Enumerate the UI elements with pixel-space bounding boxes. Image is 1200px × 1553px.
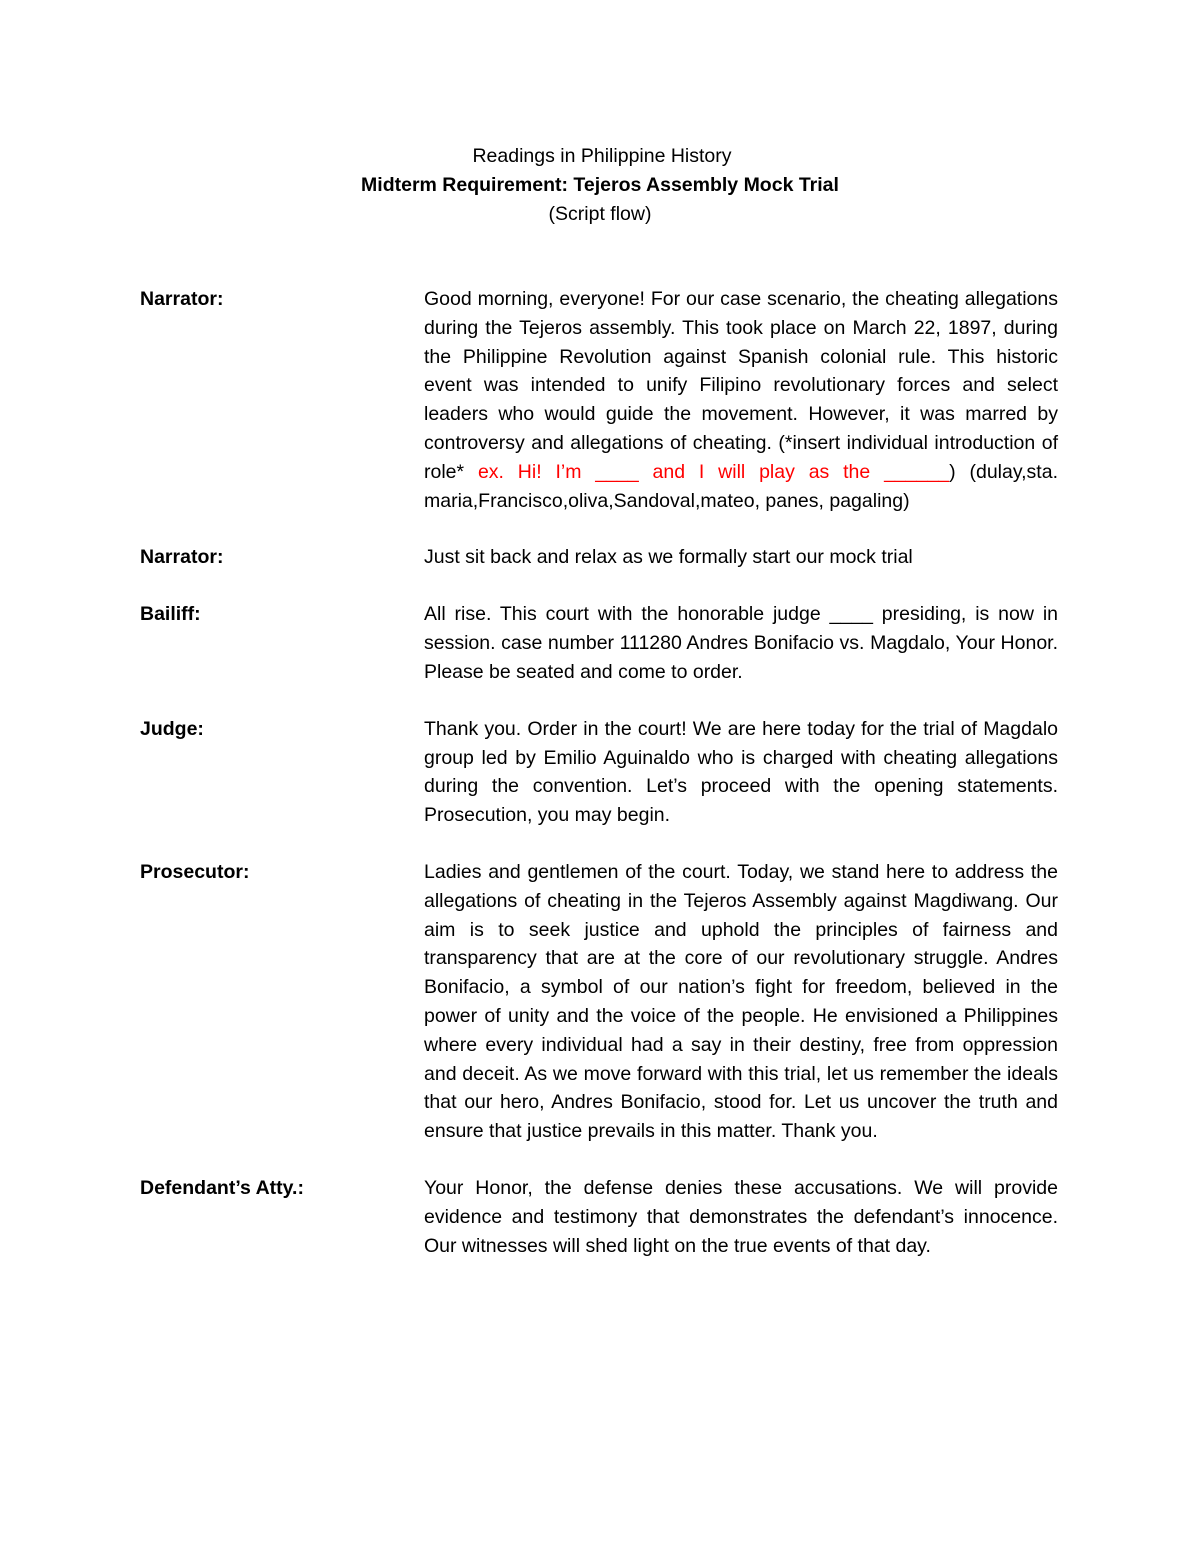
script-entry bbox=[140, 285, 1060, 515]
dialogue-text: All rise. This court with the honorable judge ____ presiding, is now in session. case number 111280 Andres Bonifacio vs. Magdalo, Your Honor. Please be seated and come to order. bbox=[424, 603, 1058, 683]
speaker-bailiff: Bailiff: bbox=[140, 603, 201, 626]
dialogue-text: Just sit back and relax as we formally start our mock trial bbox=[424, 546, 913, 569]
dialogue-text: Ladies and gentlemen of the court. Today, we stand here to address the allegations of cheating in the Tejeros Assembly against Magdiwang. Our aim is to seek justice and uphold the principles of fairness and transparency that are at the core of our revolutionary struggle. Andres Bonifacio, a symbol of our nation’s fight for freedom, believed in the power of unity and the voice of the people. He envisioned a Philippines where every individual had a say in their destiny, free from oppression and deceit. As we move forward with this trial, let us remember the ideals that our hero, Andres Bonifacio, stood for. Let us uncover the truth and ensure that justice prevails in this matter. Thank you. bbox=[424, 860, 1058, 1143]
dialogue-text: Your Honor, the defense denies these accusations. We will provide evidence and testimony that demonstrates the defendant’s innocence. Our witnesses will shed light on the true events of that day. bbox=[424, 1176, 1058, 1257]
dialogue-text bbox=[424, 285, 1058, 515]
script-entry bbox=[140, 715, 1060, 830]
dialogue-text: Thank you. Order in the court! We are here today for the trial of Magdalo group led by Emilio Aguinaldo who is charged with cheating allegations during the convention. Let’s proceed with the opening statements. Prosecution, you may begin. bbox=[424, 717, 1058, 827]
script-entry bbox=[140, 858, 1060, 1146]
script-body bbox=[140, 285, 1060, 1288]
script-entry bbox=[140, 600, 1060, 686]
speaker-judge: Judge: bbox=[140, 717, 204, 740]
script-flow-label: (Script flow) bbox=[548, 203, 652, 225]
script-entry bbox=[140, 543, 1060, 572]
dialogue-text-part: ) (dulay,sta. maria,Francisco,oliva,Sandoval,mateo, panes, pagaling) bbox=[424, 460, 1058, 512]
document-header bbox=[0, 142, 1200, 229]
script-entry bbox=[140, 1174, 1060, 1260]
speaker-narrator: Narrator: bbox=[140, 546, 224, 569]
requirement-title: Midterm Requirement: Tejeros Assembly Mock Trial bbox=[361, 174, 839, 196]
course-title: Readings in Philippine History bbox=[472, 145, 732, 167]
speaker-narrator: Narrator: bbox=[140, 288, 224, 310]
speaker-prosecutor: Prosecutor: bbox=[140, 860, 250, 883]
dialogue-text-part: Good morning, everyone! For our case scenario, the cheating allegations during the Tejeros assembly. This took place on March 22, 1897, during the Philippine Revolution against Spanish colonial rule. This historic event was intended to unify Filipino revolutionary forces and select leaders who would guide the movement. However, it was marred by controversy and allegations of cheating. (*insert individual introduction of role* bbox=[424, 288, 1058, 483]
speaker-defendant-attorney: Defendant’s Atty.: bbox=[140, 1176, 304, 1199]
intro-example-highlight: ex. Hi! I’m ____ and I will play as the ______ bbox=[464, 460, 950, 483]
